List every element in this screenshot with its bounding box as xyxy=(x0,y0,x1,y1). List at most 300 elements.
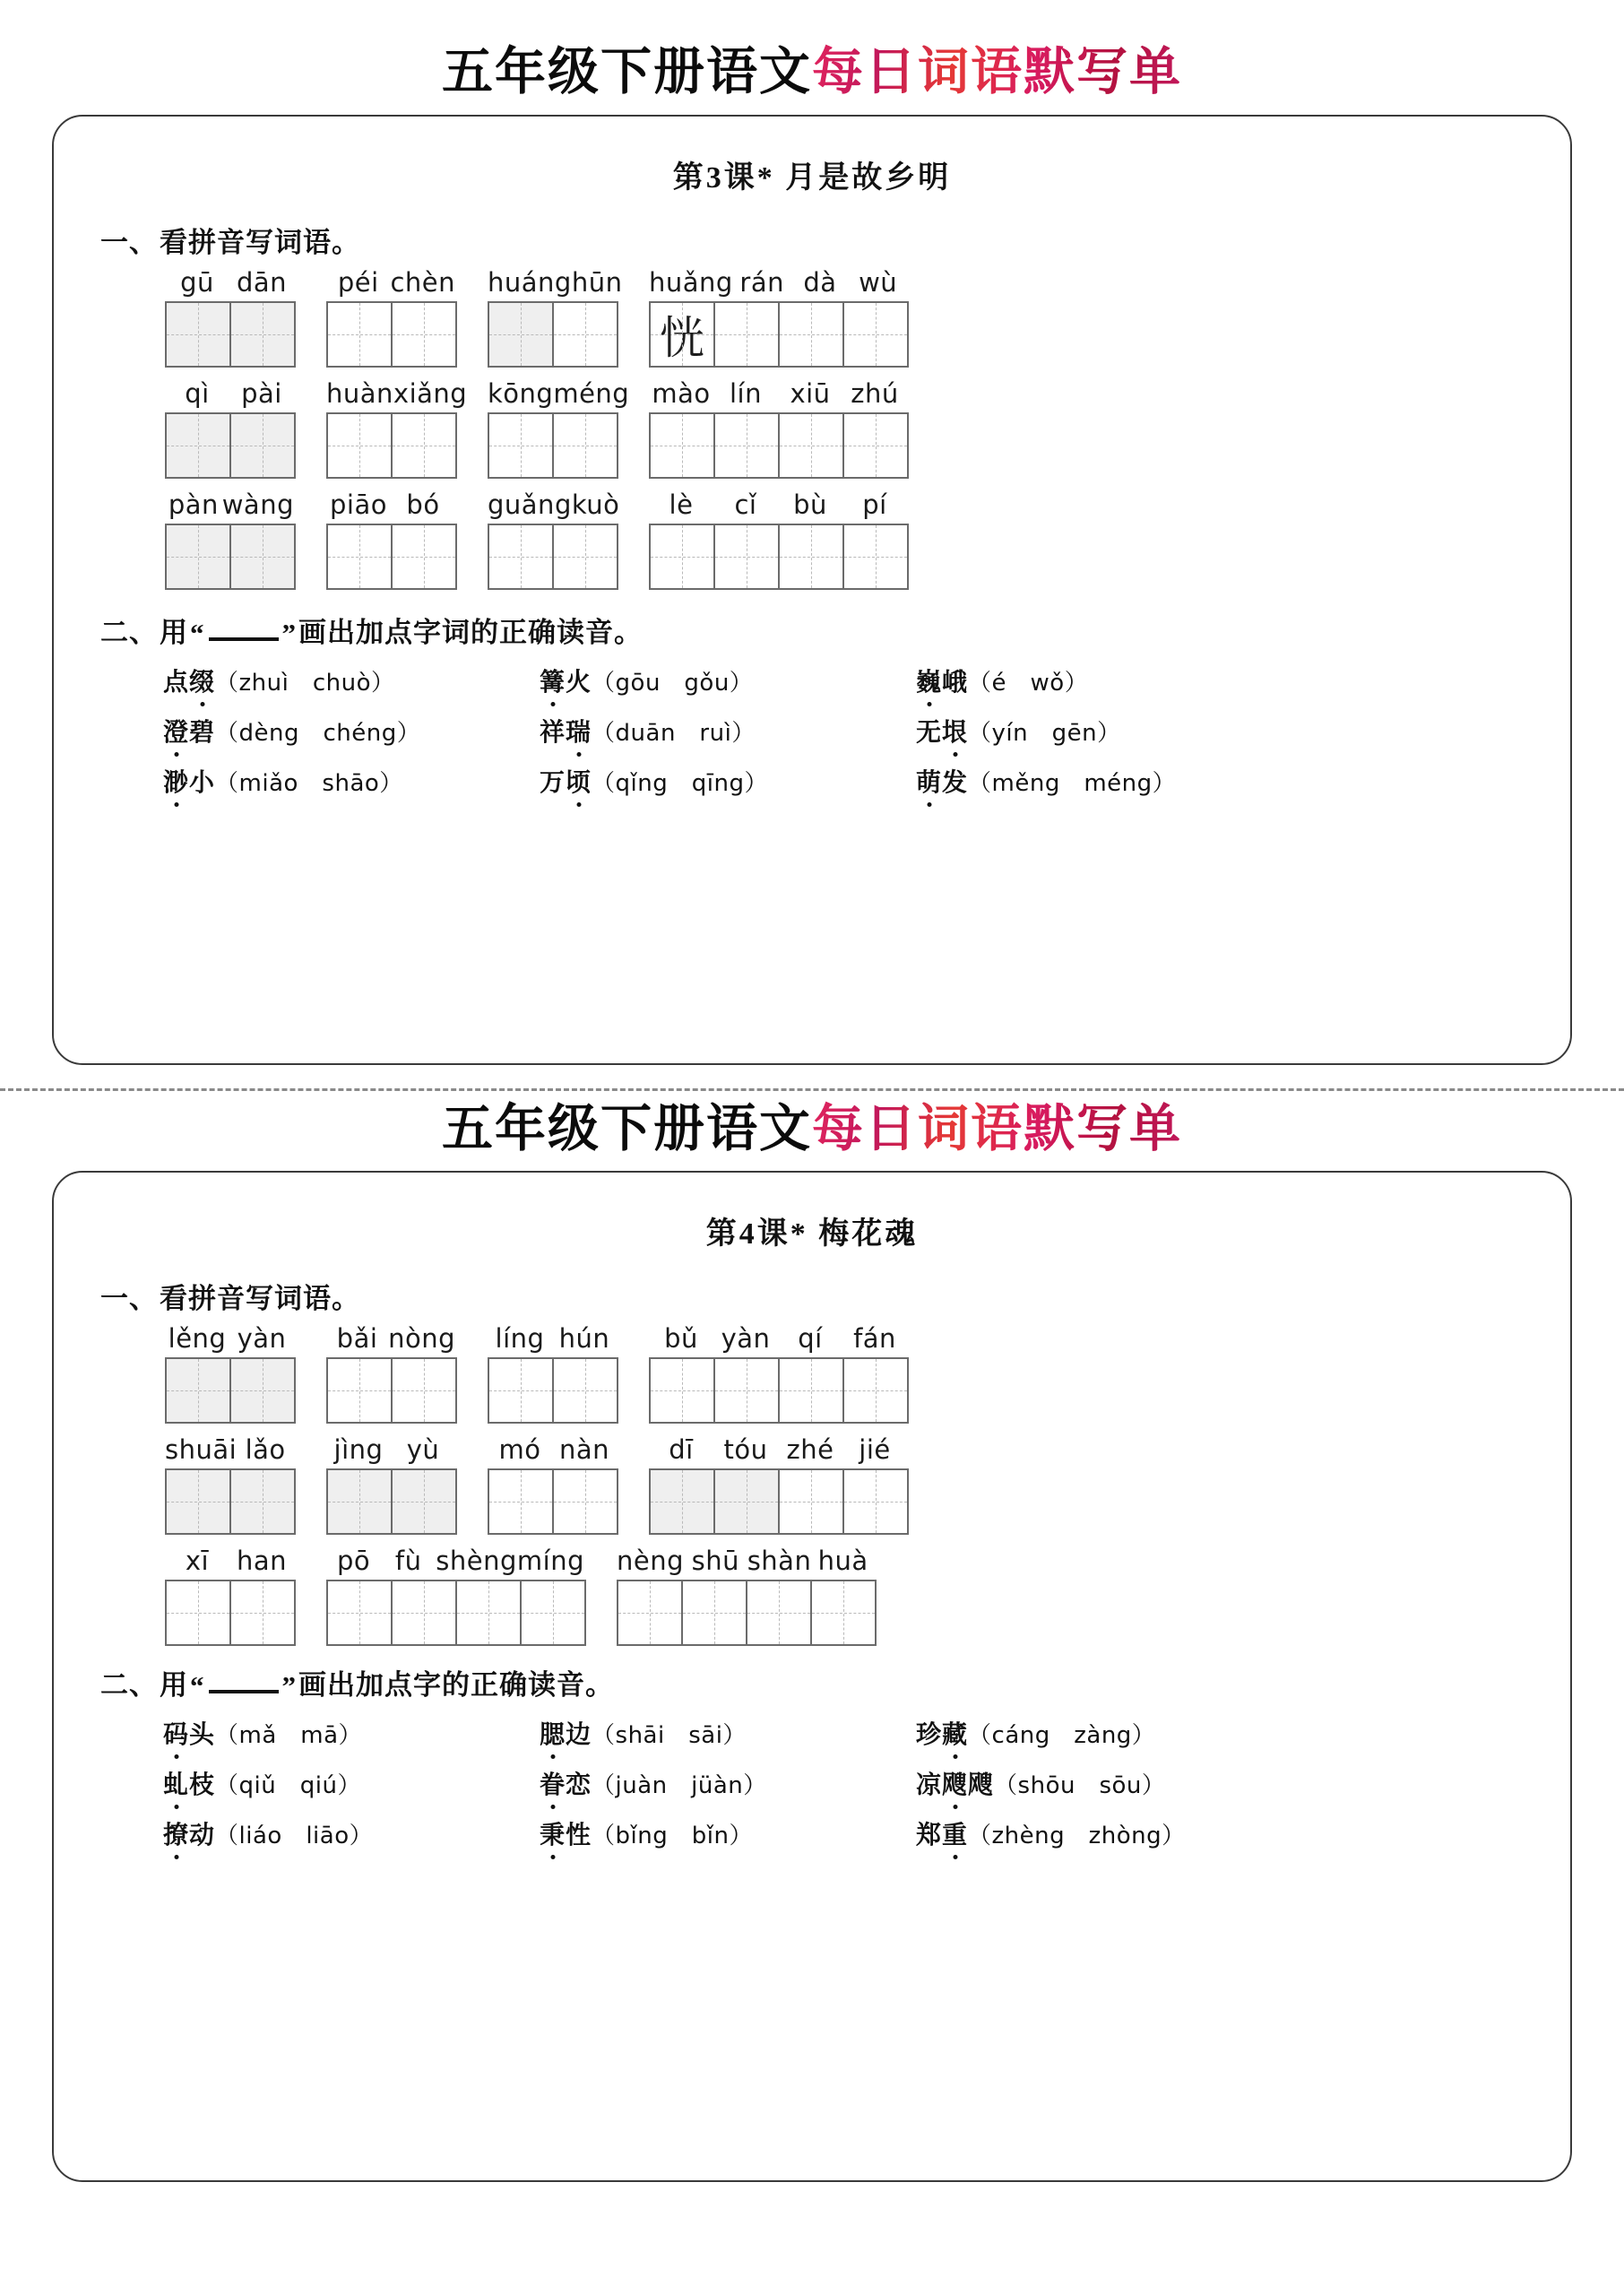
pronunciation-choice-item[interactable] xyxy=(540,763,916,799)
choice-word xyxy=(916,663,968,698)
pinyin-syllable: rán xyxy=(739,266,784,298)
banner-black-text: 五年级下册语文 xyxy=(442,44,812,100)
pronunciation-choice-area-2 xyxy=(81,1715,1543,1851)
pronunciation-choice-item[interactable] xyxy=(916,763,1292,799)
tianzige-cell[interactable] xyxy=(812,1581,877,1646)
pinyin-options[interactable]: （juàn jüàn） xyxy=(592,1772,767,1800)
choice-word-prefix: 凉 xyxy=(916,1771,943,1800)
pinyin-options[interactable]: （duān ruì） xyxy=(592,719,756,747)
section-two-number: 二、 xyxy=(100,616,158,648)
section-two-label: 画出加点字词的正确读音。 xyxy=(298,616,643,648)
choice-word-prefix: 无 xyxy=(916,718,943,747)
pronunciation-choice-item[interactable] xyxy=(916,1765,1292,1801)
choice-word-suffix: 动 xyxy=(189,1822,216,1850)
choice-row xyxy=(163,713,1543,749)
pinyin-label xyxy=(165,1323,294,1354)
choice-word xyxy=(916,713,968,749)
pinyin-options[interactable]: （dèng chéng） xyxy=(215,719,421,747)
dotted-character: 码 xyxy=(163,1715,189,1751)
pinyin-syllable: shàn xyxy=(747,1546,812,1577)
word-group xyxy=(488,1323,618,1424)
tianzige-cell[interactable] xyxy=(554,525,618,590)
tianzige-grid[interactable] xyxy=(165,1357,296,1424)
tianzige-cell[interactable] xyxy=(715,414,780,479)
pinyin-syllable: shèng xyxy=(436,1546,517,1577)
pronunciation-choice-item[interactable] xyxy=(916,663,1292,698)
pinyin-label xyxy=(488,489,620,520)
pinyin-syllable: xiū xyxy=(790,377,831,409)
dotted-character: 飕 xyxy=(942,1765,968,1801)
pronunciation-choice-item[interactable] xyxy=(540,663,916,698)
dotted-character: 眷 xyxy=(540,1765,566,1801)
pinyin-syllable: míng xyxy=(516,1546,585,1577)
pronunciation-choice-item[interactable] xyxy=(916,1815,1292,1851)
pinyin-options[interactable]: （qiǔ qiú） xyxy=(215,1772,361,1800)
choice-word-prefix: 点 xyxy=(163,668,190,697)
dotted-character: 重 xyxy=(942,1815,968,1851)
choice-word-prefix: 郑 xyxy=(916,1822,943,1850)
choice-row xyxy=(163,663,1543,698)
pinyin-options[interactable]: （mǎ mā） xyxy=(215,1722,363,1750)
tianzige-cell[interactable] xyxy=(231,1359,296,1424)
choice-word xyxy=(163,1765,215,1801)
section-one-label-2: 看拼音写词语。 xyxy=(160,1283,360,1315)
pinyin-label xyxy=(165,267,294,298)
quote-close-2: ” xyxy=(281,1670,297,1702)
word-group xyxy=(488,489,618,590)
pinyin-syllable: han xyxy=(236,1546,288,1577)
pinyin-syllable: qì xyxy=(185,377,210,409)
pronunciation-choice-item[interactable] xyxy=(163,763,540,799)
pinyin-label xyxy=(649,267,907,298)
quote-open-2: “ xyxy=(190,1670,205,1702)
tianzige-cell[interactable] xyxy=(715,1359,780,1424)
pronunciation-choice-item[interactable] xyxy=(540,1765,916,1801)
choice-word xyxy=(163,763,215,799)
section-two-heading-2 xyxy=(100,1662,1543,1702)
tianzige-cell[interactable] xyxy=(844,414,909,479)
tianzige-cell[interactable] xyxy=(231,303,296,368)
tianzige-cell[interactable] xyxy=(554,303,618,368)
worksheet-lesson-3 xyxy=(0,0,1624,1065)
pinyin-syllable: pài xyxy=(241,377,282,409)
tianzige-cell[interactable] xyxy=(618,1581,683,1646)
pinyin-syllable: cǐ xyxy=(734,489,757,520)
tianzige-cell[interactable] xyxy=(393,525,457,590)
word-group xyxy=(165,378,296,479)
pinyin-syllable: xiǎng xyxy=(393,377,468,409)
pinyin-syllable: dān xyxy=(236,266,288,298)
tianzige-grid[interactable] xyxy=(165,1580,296,1646)
pinyin-label xyxy=(326,1546,584,1576)
pinyin-label xyxy=(326,1434,455,1465)
choice-word-suffix: 火 xyxy=(566,668,592,697)
pronunciation-choice-item[interactable] xyxy=(540,713,916,749)
tianzige-grid[interactable] xyxy=(165,1468,296,1535)
tianzige-grid[interactable] xyxy=(488,412,618,479)
pinyin-options[interactable]: （cáng zàng） xyxy=(968,1722,1156,1750)
tianzige-cell[interactable] xyxy=(844,303,909,368)
tianzige-cell[interactable] xyxy=(167,1581,231,1646)
choice-row xyxy=(163,1715,1543,1751)
pinyin-syllable: qí xyxy=(798,1323,823,1355)
tianzige-cell[interactable] xyxy=(328,525,393,590)
word-group xyxy=(165,1434,296,1535)
pinyin-options[interactable]: （gōu gǒu） xyxy=(592,669,754,697)
tianzige-cell[interactable] xyxy=(328,1581,393,1646)
pronunciation-choice-item[interactable] xyxy=(163,1815,540,1851)
pinyin-syllable: huàn xyxy=(326,377,393,409)
tianzige-cell[interactable] xyxy=(554,1359,618,1424)
section-one-number: 一、 xyxy=(100,226,158,258)
tianzige-cell[interactable] xyxy=(328,1359,393,1424)
pinyin-options[interactable]: （yín gēn） xyxy=(968,719,1121,747)
pronunciation-choice-item[interactable] xyxy=(163,1765,540,1801)
tianzige-cell[interactable] xyxy=(393,1581,457,1646)
pinyin-syllable: líng xyxy=(495,1323,545,1355)
tianzige-grid[interactable] xyxy=(649,412,909,479)
dotted-character: 顷 xyxy=(566,763,592,799)
lesson-title-2: 第4课* 梅花魂 xyxy=(705,1217,919,1251)
tianzige-cell[interactable] xyxy=(522,1581,586,1646)
pinyin-syllable: bǔ xyxy=(664,1323,698,1355)
tianzige-grid[interactable] xyxy=(488,524,618,590)
tianzige-cell[interactable] xyxy=(844,525,909,590)
pronunciation-choice-item[interactable] xyxy=(916,1715,1292,1751)
word-group xyxy=(326,1434,457,1535)
word-group xyxy=(326,377,468,479)
dotted-character: 巍 xyxy=(916,663,942,698)
tianzige-cell[interactable] xyxy=(328,303,393,368)
dotted-character: 撩 xyxy=(163,1815,189,1851)
pinyin-label xyxy=(326,489,455,520)
pinyin-syllable: bó xyxy=(406,489,440,520)
choice-word xyxy=(163,663,215,698)
tianzige-grid[interactable] xyxy=(649,1357,909,1424)
choice-word xyxy=(916,763,968,799)
pinyin-syllable: wù xyxy=(859,266,898,298)
choice-word xyxy=(916,1765,994,1801)
lesson-card-3 xyxy=(52,115,1572,1065)
pinyin-label xyxy=(649,489,907,520)
tianzige-cell[interactable] xyxy=(651,1359,715,1424)
pinyin-syllable: zhé xyxy=(786,1434,834,1466)
word-group xyxy=(617,1546,877,1646)
page-banner-2 xyxy=(0,1100,1624,1159)
tianzige-grid[interactable] xyxy=(326,1580,586,1646)
pinyin-syllable: lěng xyxy=(168,1323,227,1355)
tianzige-grid[interactable] xyxy=(165,412,296,479)
pinyin-syllable: wàng xyxy=(221,489,294,520)
dotted-character: 缀 xyxy=(189,663,215,698)
pronunciation-choice-item[interactable] xyxy=(916,713,1292,749)
tianzige-grid[interactable] xyxy=(649,1468,909,1535)
pinyin-syllable: kuò xyxy=(571,489,620,520)
word-group xyxy=(165,489,296,590)
tianzige-cell[interactable] xyxy=(457,1581,522,1646)
choice-word xyxy=(540,1715,592,1751)
choice-word-suffix: 头 xyxy=(189,1721,216,1750)
tianzige-cell[interactable] xyxy=(167,1359,231,1424)
pinyin-grid-row xyxy=(81,489,1543,590)
section-two-prefix: 用 xyxy=(160,616,188,648)
pinyin-syllable: fán xyxy=(853,1323,896,1355)
pinyin-grid-area-2 xyxy=(81,1323,1543,1646)
pinyin-syllable: xī xyxy=(185,1546,210,1577)
banner-black-text-2: 五年级下册语文 xyxy=(442,1100,812,1157)
word-group xyxy=(649,378,909,479)
pinyin-label xyxy=(617,1546,875,1576)
tianzige-cell[interactable] xyxy=(328,1470,393,1535)
choice-word-prefix: 祥 xyxy=(540,718,566,747)
choice-word-suffix: 性 xyxy=(566,1822,592,1850)
choice-word-suffix: 发 xyxy=(942,768,969,797)
tianzige-cell[interactable] xyxy=(167,414,231,479)
tianzige-cell[interactable] xyxy=(489,1470,554,1535)
pinyin-syllable: shū xyxy=(691,1546,740,1577)
pinyin-syllable: mó xyxy=(498,1434,541,1466)
pinyin-options[interactable]: （zhèng zhòng） xyxy=(968,1823,1186,1850)
tianzige-cell[interactable] xyxy=(844,1470,909,1535)
pinyin-syllable: lǎo xyxy=(245,1434,286,1466)
tianzige-cell[interactable] xyxy=(231,1581,296,1646)
tianzige-cell[interactable] xyxy=(231,1470,296,1535)
tianzige-cell[interactable] xyxy=(167,525,231,590)
dotted-character: 澄 xyxy=(163,713,189,749)
pinyin-options[interactable]: （qǐng qīng） xyxy=(592,769,768,797)
worksheet-lesson-4 xyxy=(0,1091,1624,2183)
pinyin-syllable: huǎng xyxy=(649,266,733,298)
pinyin-syllable: fù xyxy=(394,1546,422,1577)
choice-word-prefix: 珍 xyxy=(916,1721,943,1750)
section-one-heading-2 xyxy=(100,1276,1543,1316)
lesson-card-4 xyxy=(52,1171,1572,2182)
word-group xyxy=(165,267,296,368)
choice-word xyxy=(916,1715,968,1751)
pronunciation-choice-item[interactable] xyxy=(163,1715,540,1751)
tianzige-grid[interactable] xyxy=(488,301,618,368)
pinyin-syllable: zhú xyxy=(851,377,899,409)
choice-word xyxy=(540,763,592,799)
pinyin-syllable: lín xyxy=(730,377,762,409)
word-group xyxy=(326,1546,586,1646)
tianzige-cell[interactable] xyxy=(393,1470,457,1535)
pinyin-syllable: pàn xyxy=(168,489,219,520)
pinyin-label xyxy=(649,378,907,409)
tianzige-cell[interactable] xyxy=(844,1359,909,1424)
choice-row xyxy=(163,1815,1543,1851)
pinyin-grid-row xyxy=(81,1434,1543,1535)
tianzige-cell[interactable] xyxy=(393,414,457,479)
word-group xyxy=(165,1323,296,1424)
pinyin-options[interactable]: （miǎo shāo） xyxy=(215,769,403,797)
tianzige-cell[interactable] xyxy=(167,1470,231,1535)
pinyin-label xyxy=(488,266,623,298)
dotted-character: 瑞 xyxy=(566,713,592,749)
pinyin-options[interactable]: （zhuì chuò） xyxy=(215,669,395,697)
pinyin-syllable: pō xyxy=(336,1546,371,1577)
word-group xyxy=(649,1323,909,1424)
tianzige-cell[interactable] xyxy=(651,303,715,368)
pinyin-grid-row xyxy=(81,378,1543,479)
word-group xyxy=(649,489,909,590)
tianzige-grid[interactable] xyxy=(326,301,457,368)
choice-word-suffix: 恋 xyxy=(566,1771,592,1800)
handwritten-character: 恍 xyxy=(660,312,704,363)
tianzige-grid[interactable] xyxy=(326,524,457,590)
word-group xyxy=(488,266,623,368)
pronunciation-choice-item[interactable] xyxy=(163,663,540,698)
choice-word-suffix: 枝 xyxy=(189,1771,216,1800)
dotted-character: 萌 xyxy=(916,763,942,799)
choice-word xyxy=(540,1765,592,1801)
choice-word xyxy=(163,1815,215,1851)
pinyin-syllable: hún xyxy=(558,1323,610,1355)
word-group xyxy=(326,267,457,368)
pinyin-syllable: bù xyxy=(793,489,827,520)
quote-close: ” xyxy=(281,617,297,649)
choice-row xyxy=(163,1765,1543,1801)
pinyin-syllable: gū xyxy=(180,266,214,298)
tianzige-grid[interactable] xyxy=(617,1580,877,1646)
tianzige-cell[interactable] xyxy=(780,1470,844,1535)
tianzige-cell[interactable] xyxy=(780,414,844,479)
pinyin-options[interactable]: （shāi sāi） xyxy=(592,1722,747,1750)
pinyin-label xyxy=(165,489,294,520)
section-one-label: 看拼音写词语。 xyxy=(160,226,360,258)
choice-word-suffix: 飕 xyxy=(968,1771,995,1800)
choice-word-suffix: 小 xyxy=(189,768,216,797)
lesson-title: 第3课* 月是故乡明 xyxy=(672,160,952,195)
tianzige-grid[interactable] xyxy=(165,301,296,368)
tianzige-cell[interactable] xyxy=(780,1359,844,1424)
section-two-label-2: 画出加点字的正确读音。 xyxy=(298,1669,614,1702)
pinyin-syllable: dī xyxy=(669,1434,694,1466)
pinyin-syllable: jié xyxy=(859,1434,891,1466)
dotted-character: 篝 xyxy=(540,663,566,698)
pinyin-grid-row xyxy=(81,1546,1543,1646)
tianzige-cell[interactable] xyxy=(651,414,715,479)
tianzige-cell[interactable] xyxy=(554,414,618,479)
tianzige-cell[interactable] xyxy=(651,1470,715,1535)
choice-word-suffix: 峨 xyxy=(942,668,969,697)
tianzige-cell[interactable] xyxy=(780,303,844,368)
dotted-character: 垠 xyxy=(942,713,968,749)
tianzige-cell[interactable] xyxy=(489,1359,554,1424)
tianzige-cell[interactable] xyxy=(231,525,296,590)
pinyin-syllable: hūn xyxy=(571,266,623,298)
pinyin-syllable: chèn xyxy=(390,266,455,298)
pinyin-grid-row xyxy=(81,1323,1543,1424)
pinyin-options[interactable]: （bǐng bǐn） xyxy=(592,1823,753,1850)
tianzige-grid[interactable] xyxy=(165,524,296,590)
tianzige-cell[interactable] xyxy=(715,525,780,590)
pronunciation-choice-item[interactable] xyxy=(540,1815,916,1851)
tianzige-grid[interactable] xyxy=(488,1357,618,1424)
word-group xyxy=(649,267,909,368)
choice-word xyxy=(163,713,215,749)
tianzige-cell[interactable] xyxy=(554,1470,618,1535)
pinyin-syllable: kōng xyxy=(488,377,554,409)
pronunciation-choice-item[interactable] xyxy=(163,713,540,749)
word-group xyxy=(488,377,630,479)
dotted-character: 虬 xyxy=(163,1765,189,1801)
tianzige-cell[interactable] xyxy=(393,303,457,368)
tianzige-cell[interactable] xyxy=(683,1581,747,1646)
tianzige-cell[interactable] xyxy=(489,414,554,479)
pinyin-grid-area xyxy=(81,267,1543,590)
pinyin-syllable: dà xyxy=(803,266,837,298)
pinyin-syllable: nèng xyxy=(617,1546,685,1577)
pinyin-label xyxy=(326,1323,455,1354)
tianzige-cell[interactable] xyxy=(747,1581,812,1646)
pinyin-options[interactable]: （měng méng） xyxy=(968,769,1177,797)
pronunciation-choice-item[interactable] xyxy=(540,1715,916,1751)
underline-mark-icon xyxy=(209,637,279,641)
section-two-number-2: 二、 xyxy=(100,1669,158,1702)
pronunciation-choice-area xyxy=(81,663,1543,799)
pinyin-label xyxy=(326,267,455,298)
pinyin-syllable: nòng xyxy=(388,1323,455,1355)
choice-word xyxy=(163,1715,215,1751)
pinyin-syllable: yàn xyxy=(237,1323,287,1355)
pinyin-options[interactable]: （é wǒ） xyxy=(968,669,1089,697)
choice-word xyxy=(540,713,592,749)
tianzige-grid[interactable] xyxy=(649,301,909,368)
tianzige-cell[interactable] xyxy=(489,525,554,590)
tianzige-grid[interactable] xyxy=(649,524,909,590)
choice-word xyxy=(540,663,592,698)
banner-red-text-2: 每日词语默写单 xyxy=(812,1100,1182,1157)
pinyin-syllable: jìng xyxy=(333,1434,384,1466)
pinyin-syllable: guǎng xyxy=(488,489,572,520)
pinyin-syllable: huáng xyxy=(488,266,572,298)
pinyin-grid-row xyxy=(81,267,1543,368)
pinyin-syllable: yù xyxy=(406,1434,440,1466)
pinyin-options[interactable]: （liáo liāo） xyxy=(215,1823,374,1850)
dotted-character: 渺 xyxy=(163,763,189,799)
pinyin-syllable: péi xyxy=(337,266,379,298)
tianzige-cell[interactable] xyxy=(328,414,393,479)
tianzige-cell[interactable] xyxy=(780,525,844,590)
dotted-character: 腮 xyxy=(540,1715,566,1751)
word-group xyxy=(488,1434,618,1535)
pinyin-label xyxy=(649,1434,907,1465)
pinyin-syllable: nàn xyxy=(558,1434,610,1466)
pinyin-syllable: piāo xyxy=(330,489,387,520)
pinyin-label xyxy=(165,378,294,409)
quote-open: “ xyxy=(190,617,205,649)
pinyin-syllable: yàn xyxy=(721,1323,771,1355)
choice-word xyxy=(916,1815,968,1851)
tianzige-grid[interactable] xyxy=(326,412,457,479)
tianzige-cell[interactable] xyxy=(651,525,715,590)
pinyin-syllable: huà xyxy=(817,1546,868,1577)
tianzige-grid[interactable] xyxy=(326,1468,457,1535)
pinyin-label xyxy=(649,1323,907,1354)
pinyin-options[interactable]: （shōu sōu） xyxy=(994,1772,1166,1800)
tianzige-cell[interactable] xyxy=(715,1470,780,1535)
tianzige-grid[interactable] xyxy=(326,1357,457,1424)
tianzige-cell[interactable] xyxy=(231,414,296,479)
tianzige-cell[interactable] xyxy=(167,303,231,368)
pinyin-syllable: mào xyxy=(652,377,711,409)
tianzige-grid[interactable] xyxy=(488,1468,618,1535)
tianzige-cell[interactable] xyxy=(715,303,780,368)
tianzige-cell[interactable] xyxy=(393,1359,457,1424)
word-group xyxy=(649,1434,909,1535)
tianzige-cell[interactable] xyxy=(489,303,554,368)
